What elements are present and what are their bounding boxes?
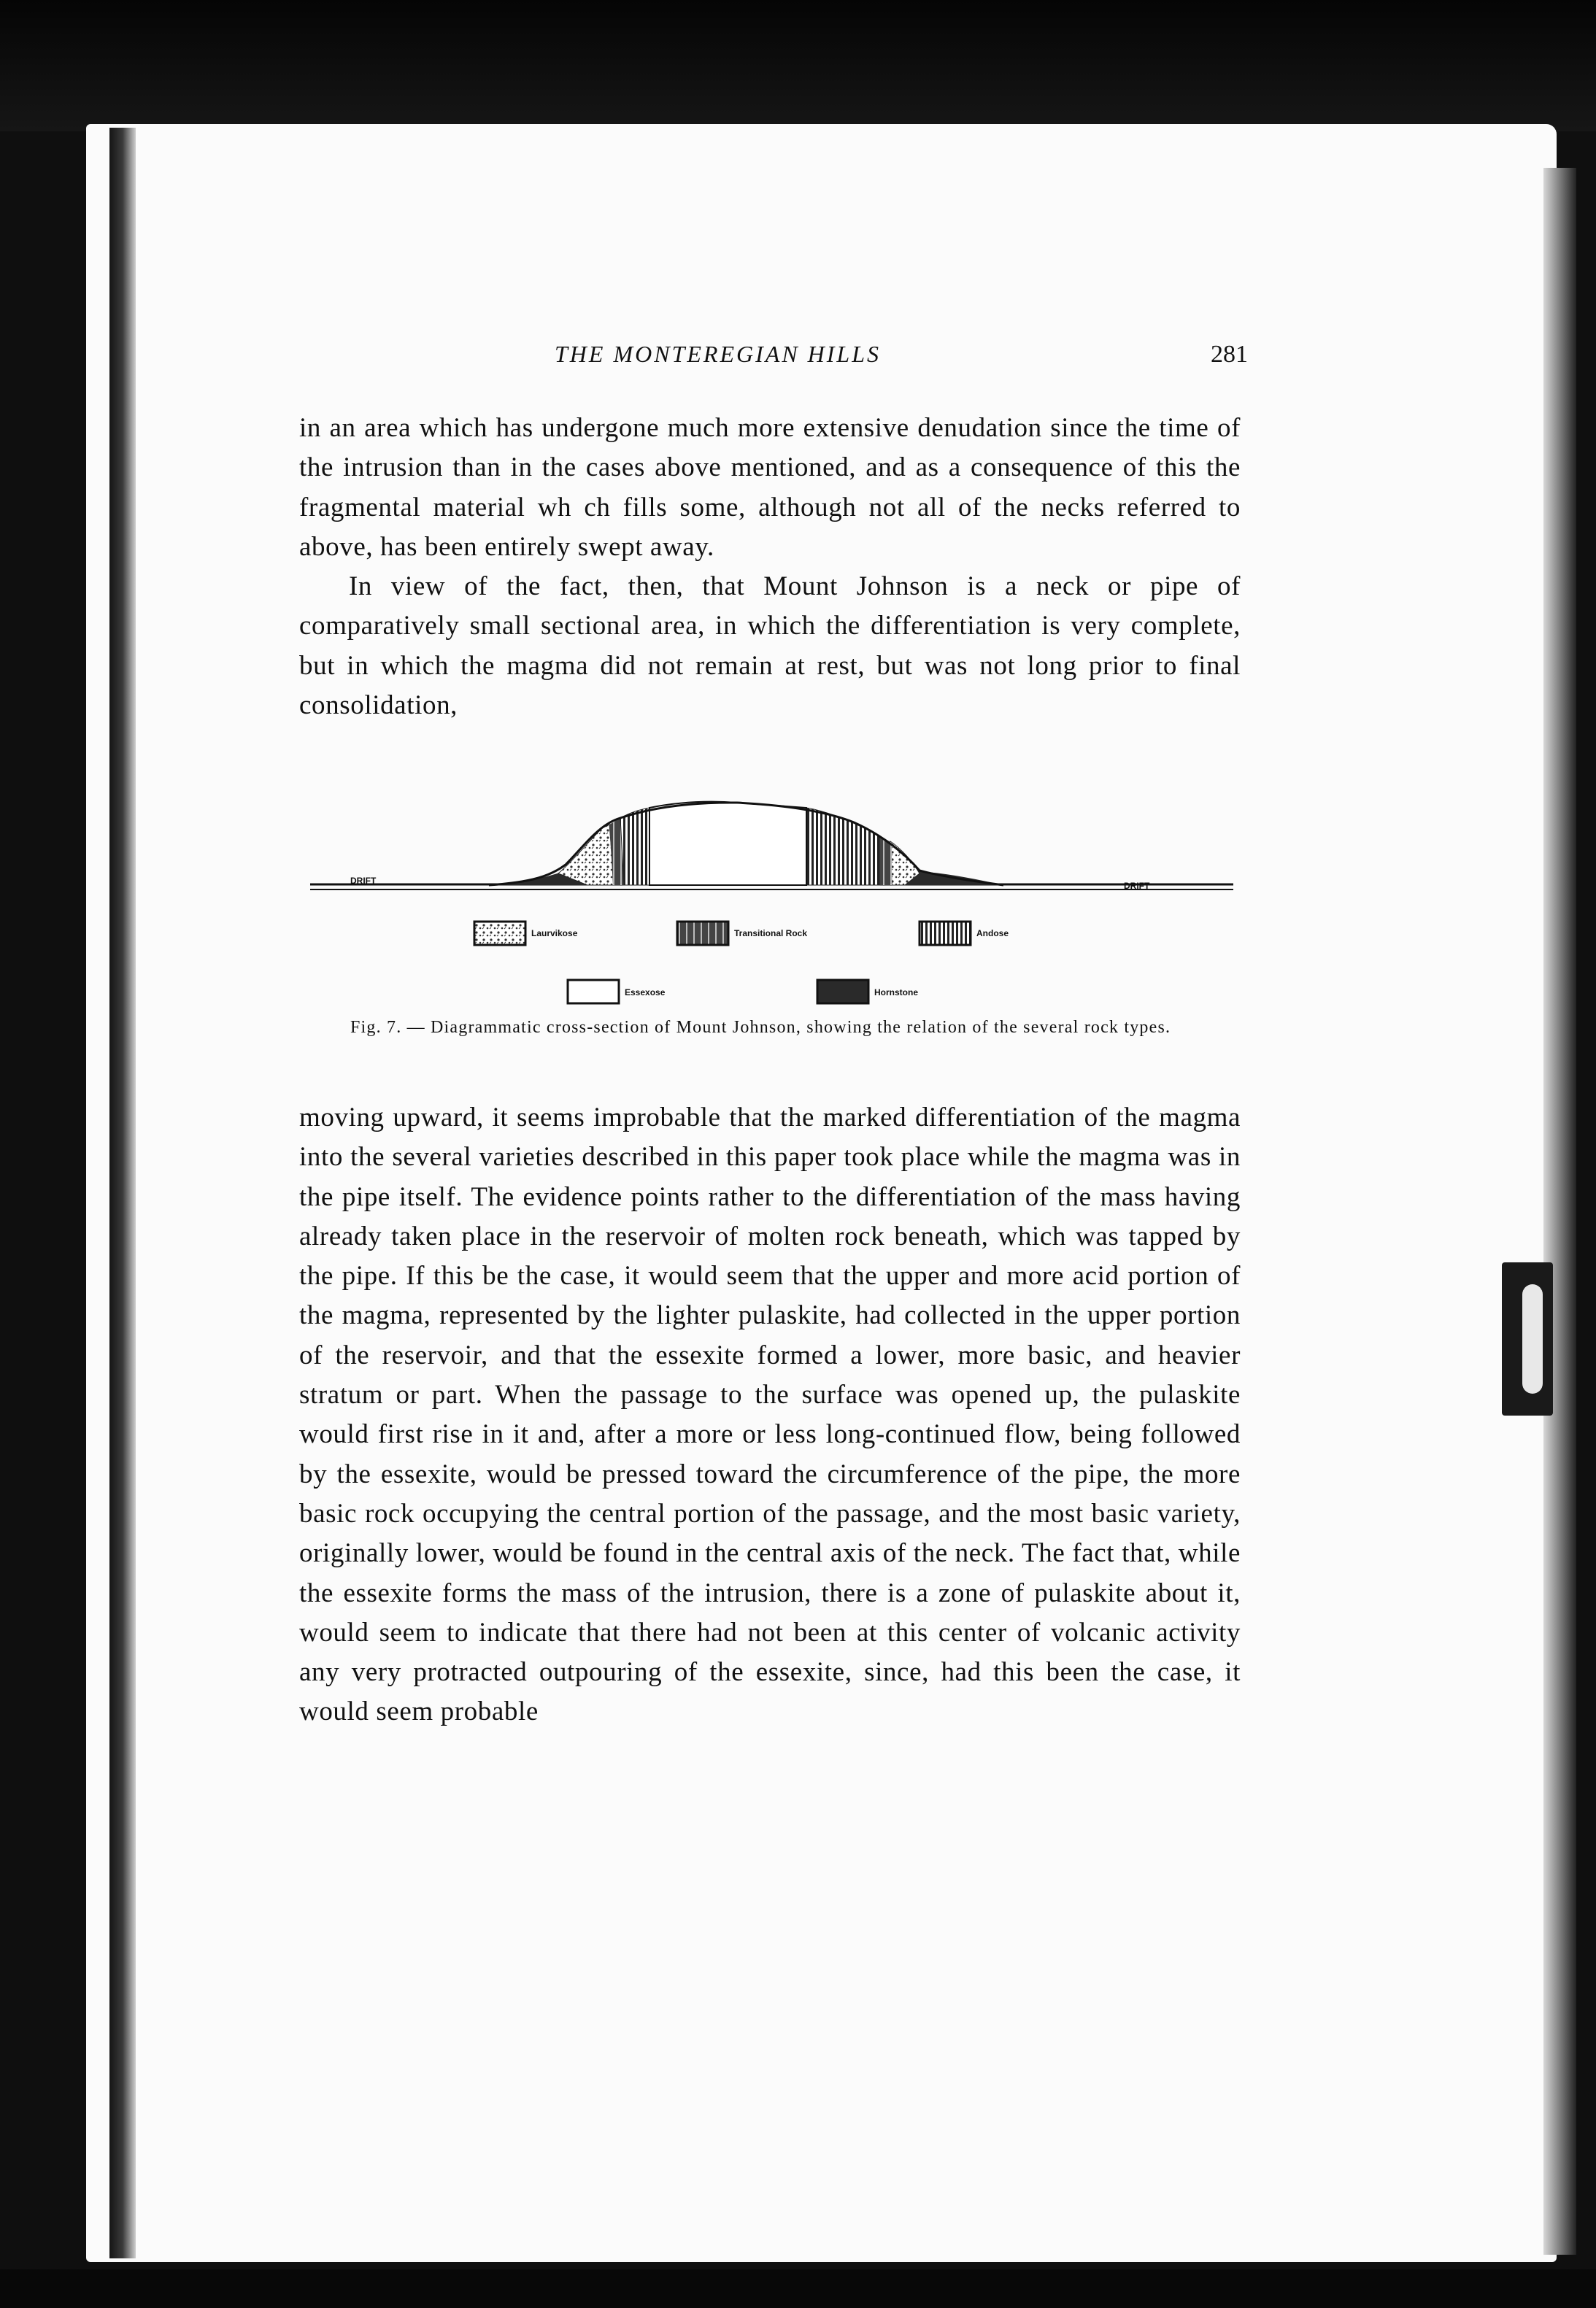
page-header [299, 338, 1248, 374]
legend-item-hornstone [817, 980, 918, 1003]
body-text-top [299, 409, 1241, 725]
legend-item-essexose [568, 980, 666, 1003]
andose-left [620, 808, 649, 885]
legend-item-transitional [677, 922, 807, 945]
figure-caption [350, 1014, 1241, 1041]
caption-text: — Diagrammatic cross-section of Mount Johnson, showing the relation of the several rock types. [406, 1018, 1171, 1037]
paragraph: In view of the fact, then, that Mount Johnson is a neck or pipe of comparatively small sectional area, in which the differentiation is very complete, but in which the magma did not remain at rest, but was not long prior to final consolidation, [299, 571, 1241, 721]
legend-label: Andose [976, 928, 1009, 938]
drift-label-right: DRIFT [1124, 881, 1150, 891]
caption-label: Fig. 7. [350, 1018, 402, 1037]
scan-background-top [0, 0, 1596, 131]
legend-item-andose [920, 922, 1009, 945]
laurvikose-left [558, 825, 614, 885]
page-number: 281 [1211, 341, 1248, 368]
legend-label: Essexose [625, 987, 666, 997]
drift-label-left: DRIFT [350, 876, 377, 886]
legend-label: Hornstone [874, 987, 918, 997]
figure-cross-section [299, 792, 1241, 1018]
paragraph: moving upward, it seems improbable that the marked differentiation of the magma into the several varieties described in this paper took place while the magma was in the pipe itself. The evidence points rather to the differentiation of the mass having already taken place in the reservoir of molten rock beneath, which was tapped by the pipe. If this be the case, it would seem that the upper and more acid portion of the magma, represented by the lighter pulaskite, had collected in the upper portion of the reservoir, and that the essexite formed a lower, more basic, and heavier stratum or part. When the passage to the surface was opened up, the pulaskite would first rise in it and, after a more or less long-continued flow, being followed by the essexite, would be pressed toward the circumference of the pipe, the more basic rock occupying the central portion of the passage, and the most basic variety, originally lower, would be found in the central axis of the neck. The fact that, while the essexite forms the mass of the intrusion, there is a zone of pulaskite about it, would seem to indicate that there had not been at this center of volcanic activity any very protracted outpouring of the essexite, since, had this been the case, it would seem probable [299, 1103, 1241, 1727]
paragraph: in an area which has undergone much more extensive denudation since the time of the intrusion than in the cases above mentioned, and as a consequence of this the fragmental material wh ch fills some, although not all of the necks referred to above, has been entirely swept away. [299, 413, 1241, 562]
scan-background-bottom [0, 2269, 1596, 2308]
cross-section-diagram [299, 792, 1241, 1018]
essexose-core [649, 802, 806, 885]
legend-item-laurvikose [474, 922, 578, 945]
running-head: THE MONTEREGIAN HILLS [555, 341, 882, 367]
book-spine-shadow [109, 128, 136, 2258]
legend-label: Laurvikose [531, 928, 578, 938]
legend-label: Transitional Rock [734, 928, 808, 938]
page-edge-shadow [1543, 168, 1576, 2255]
body-text-bottom [299, 1098, 1241, 1732]
page-clip-highlight [1522, 1284, 1543, 1394]
